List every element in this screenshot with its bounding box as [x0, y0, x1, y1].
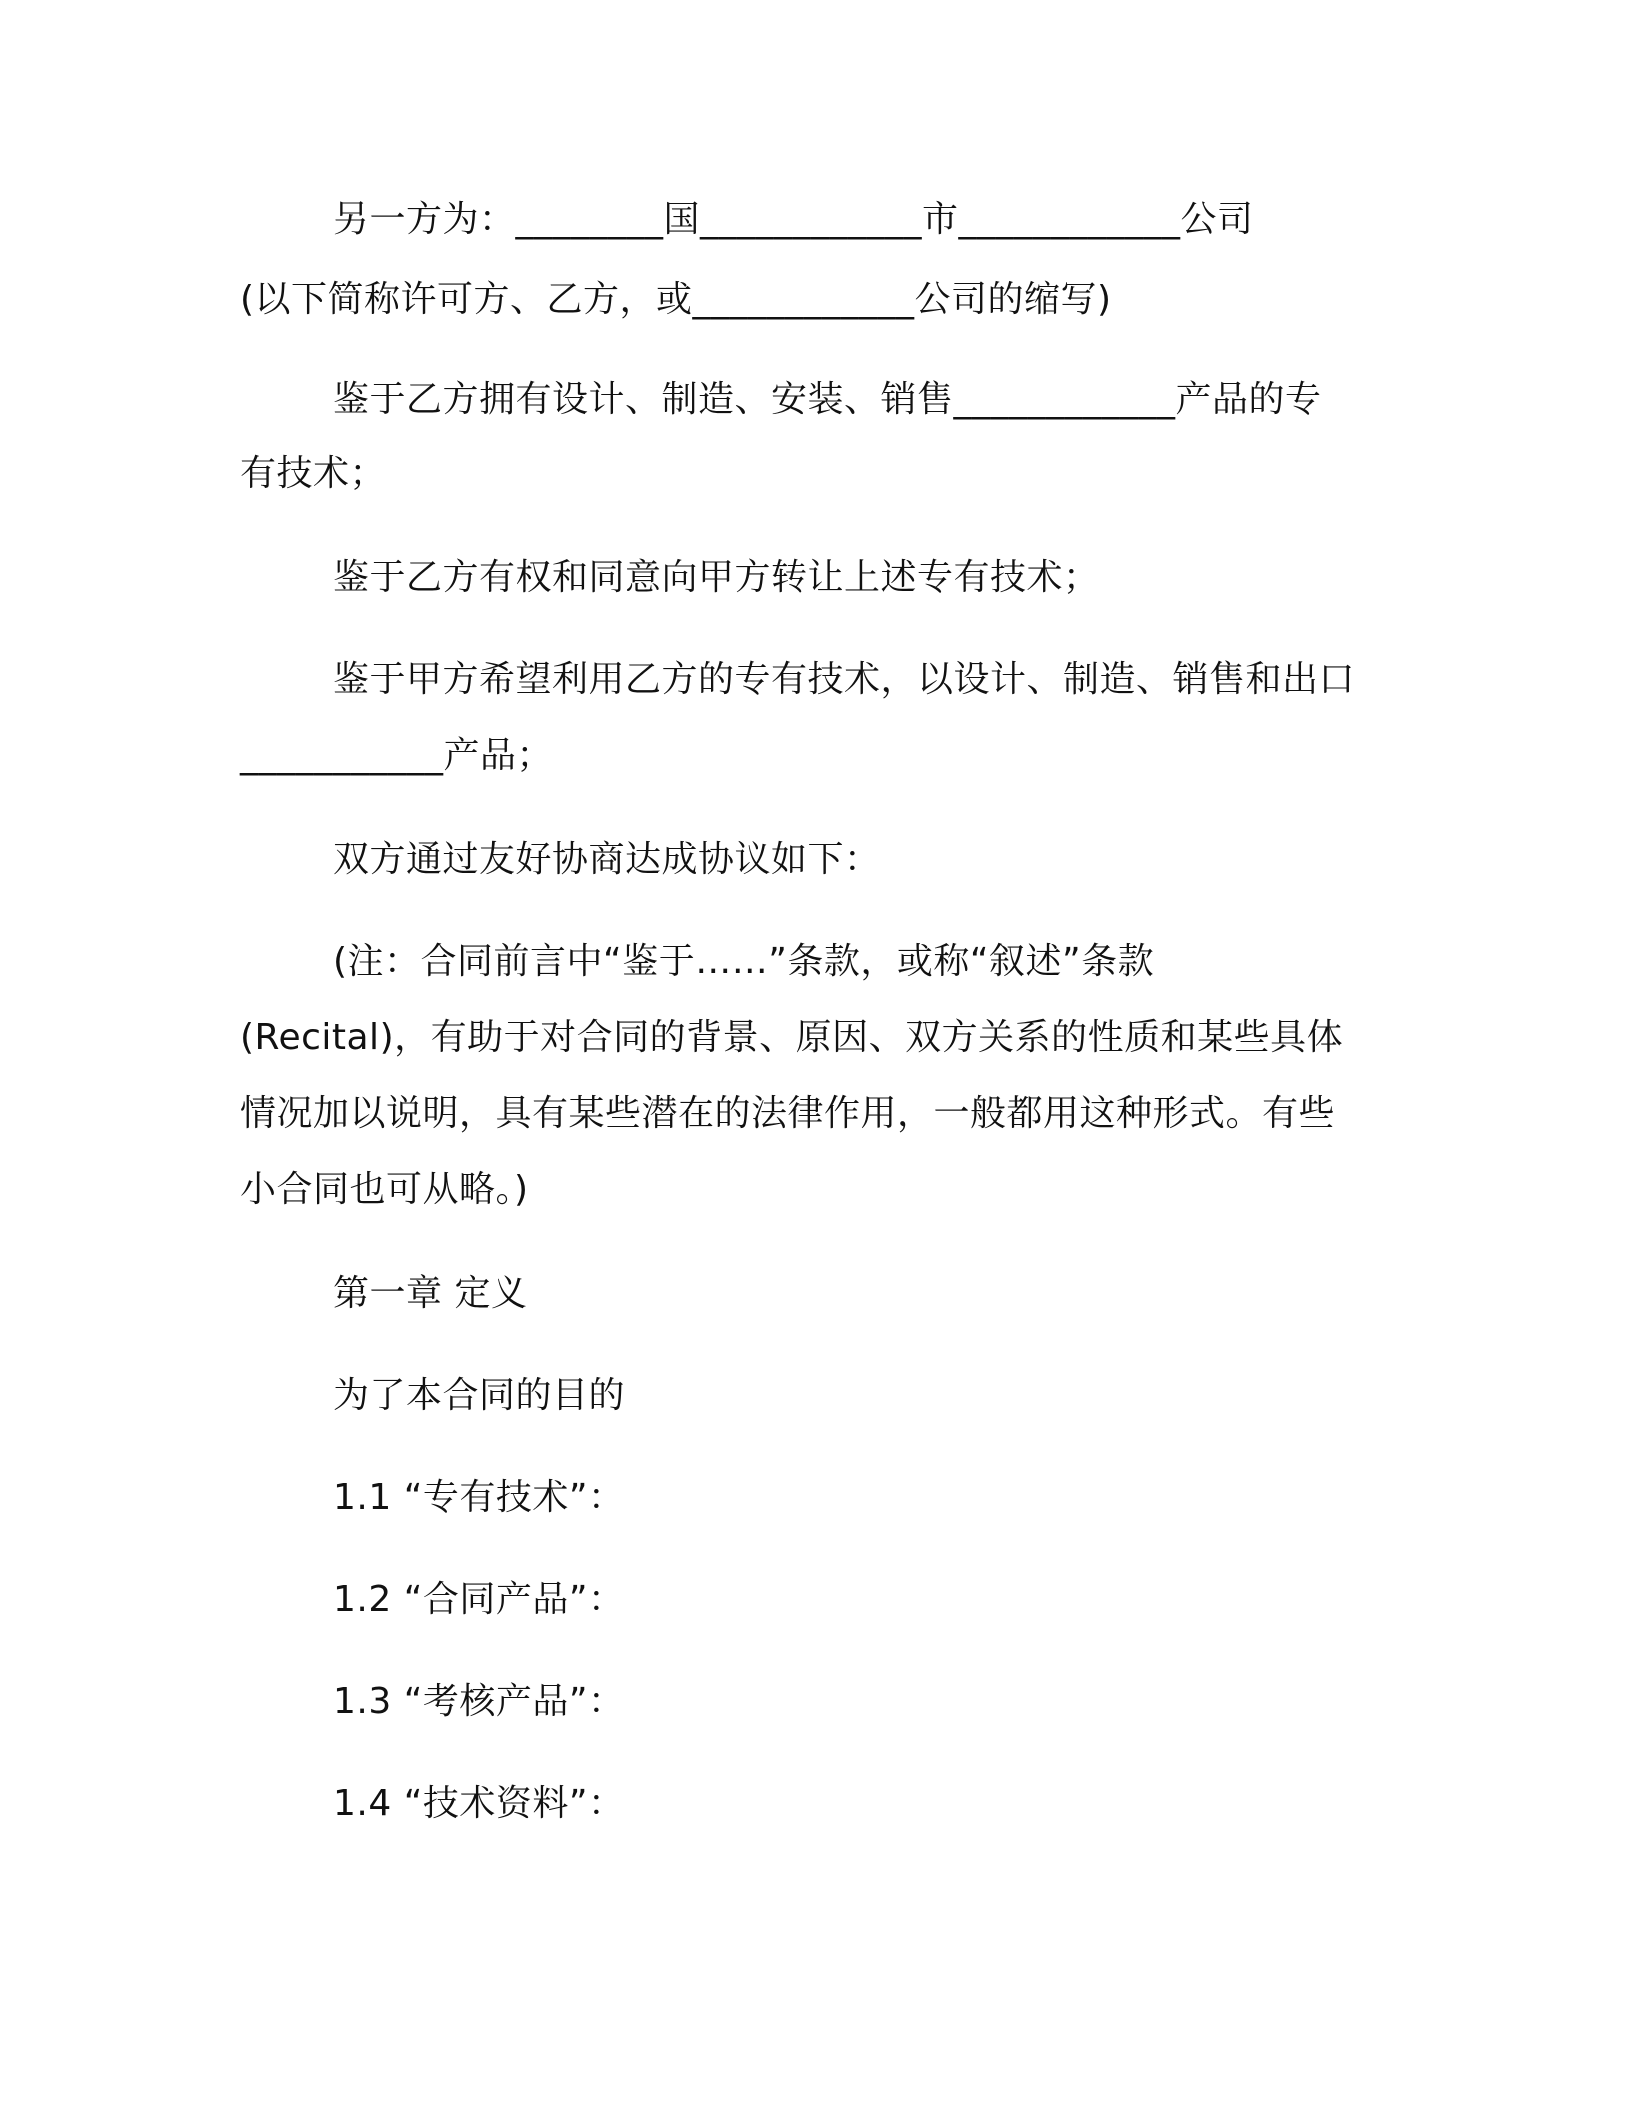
note-line-4: 小合同也可从略。)	[240, 1169, 529, 1210]
party-b-abbreviation-line: (以下简称许可方、乙方，或____________公司的缩写)	[240, 279, 1112, 320]
agreement-line: 双方通过友好协商达成协议如下：	[333, 839, 881, 880]
recital-3-line-1: 鉴于甲方希望利用乙方的专有技术，以设计、制造、销售和出口	[333, 659, 1356, 700]
note-line-3: 情况加以说明，具有某些潜在的法律作用，一般都用这种形式。有些	[240, 1093, 1336, 1134]
party-b-line: 另一方为：________国____________市____________公司	[333, 199, 1254, 240]
definition-1-1: 1.1 “专有技术”：	[333, 1477, 625, 1518]
recital-1-line-1: 鉴于乙方拥有设计、制造、安装、销售____________产品的专	[333, 379, 1322, 420]
purpose-line: 为了本合同的目的	[333, 1375, 626, 1416]
recital-1-line-2: 有技术；	[240, 453, 387, 494]
definition-1-4: 1.4 “技术资料”：	[333, 1783, 625, 1824]
chapter-heading: 第一章 定义	[333, 1273, 528, 1314]
definition-1-2: 1.2 “合同产品”：	[333, 1579, 625, 1620]
recital-2-line: 鉴于乙方有权和同意向甲方转让上述专有技术；	[333, 557, 1100, 598]
note-line-2: (Recital)，有助于对合同的背景、原因、双方关系的性质和某些具体	[240, 1017, 1344, 1058]
note-line-1: (注：合同前言中“鉴于……”条款，或称“叙述”条款	[333, 941, 1155, 982]
recital-3-line-2: ___________产品；	[240, 735, 554, 776]
definition-1-3: 1.3 “考核产品”：	[333, 1681, 625, 1722]
